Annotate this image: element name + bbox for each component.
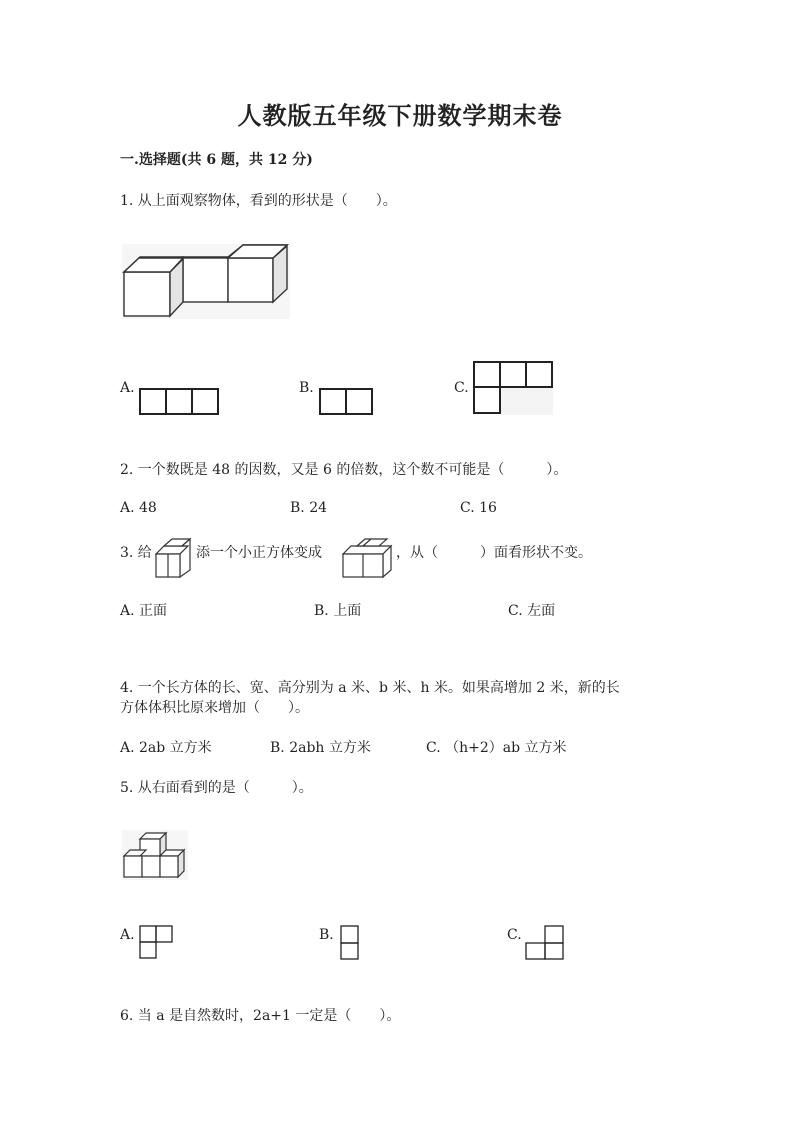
q3-option-c: C. 左面 <box>508 603 556 619</box>
q1-option-a-label: A. <box>120 380 135 396</box>
q3-three-cube-figure <box>341 538 395 578</box>
q3-option-b: B. 上面 <box>314 603 362 619</box>
question-5-text: 5. 从右面看到的是（ ）。 <box>120 780 313 796</box>
question-3-text-middle: 添一个小正方体变成 <box>196 545 322 561</box>
q5-stacked-cubes-figure <box>122 830 188 880</box>
q2-option-b: B. 24 <box>290 500 328 516</box>
q5-option-c-label: C. <box>507 927 522 943</box>
q5-option-a-label: A. <box>120 927 135 943</box>
q5-option-b-label: B. <box>319 927 334 943</box>
q1-option-a-figure <box>139 388 219 415</box>
q5-option-a-figure <box>139 925 175 961</box>
q1-option-b-label: B. <box>299 380 314 396</box>
q5-option-b-figure <box>340 925 360 961</box>
question-6-text: 6. 当 a 是自然数时，2a+1 一定是（ ）。 <box>120 1008 401 1024</box>
q3-option-a: A. 正面 <box>120 603 168 619</box>
question-3-text-after: ，从（ ）面看形状不变。 <box>396 545 592 561</box>
q1-option-b-figure <box>319 388 373 415</box>
q4-option-b: B. 2abh 立方米 <box>270 740 371 756</box>
q2-option-a: A. 48 <box>120 500 157 516</box>
q1-three-cube-figure <box>122 244 290 319</box>
section-heading: 一.选择题(共 6 题，共 12 分) <box>120 152 313 168</box>
question-2-text: 2. 一个数既是 48 的因数，又是 6 的倍数，这个数不可能是（ ）。 <box>120 462 568 478</box>
question-4-line-2: 方体体积比原来增加（ ）。 <box>120 700 309 716</box>
q5-option-c-figure <box>525 925 565 961</box>
question-4-line-1: 4. 一个长方体的长、宽、高分别为 a 米、b 米、h 米。如果高增加 2 米，新的长 <box>120 680 620 696</box>
q2-option-c: C. 16 <box>460 500 497 516</box>
q4-option-a: A. 2ab 立方米 <box>120 740 212 756</box>
q1-option-c-figure <box>473 361 553 415</box>
page-title: 人教版五年级下册数学期末卷 <box>237 101 563 130</box>
question-3-text-before: 3. 给 <box>120 545 152 561</box>
question-1-text: 1. 从上面观察物体，看到的形状是（ ）。 <box>120 193 397 209</box>
q3-two-cube-figure <box>154 538 192 578</box>
q1-option-c-label: C. <box>454 380 469 396</box>
q4-option-c: C. （h+2）ab 立方米 <box>426 740 567 756</box>
